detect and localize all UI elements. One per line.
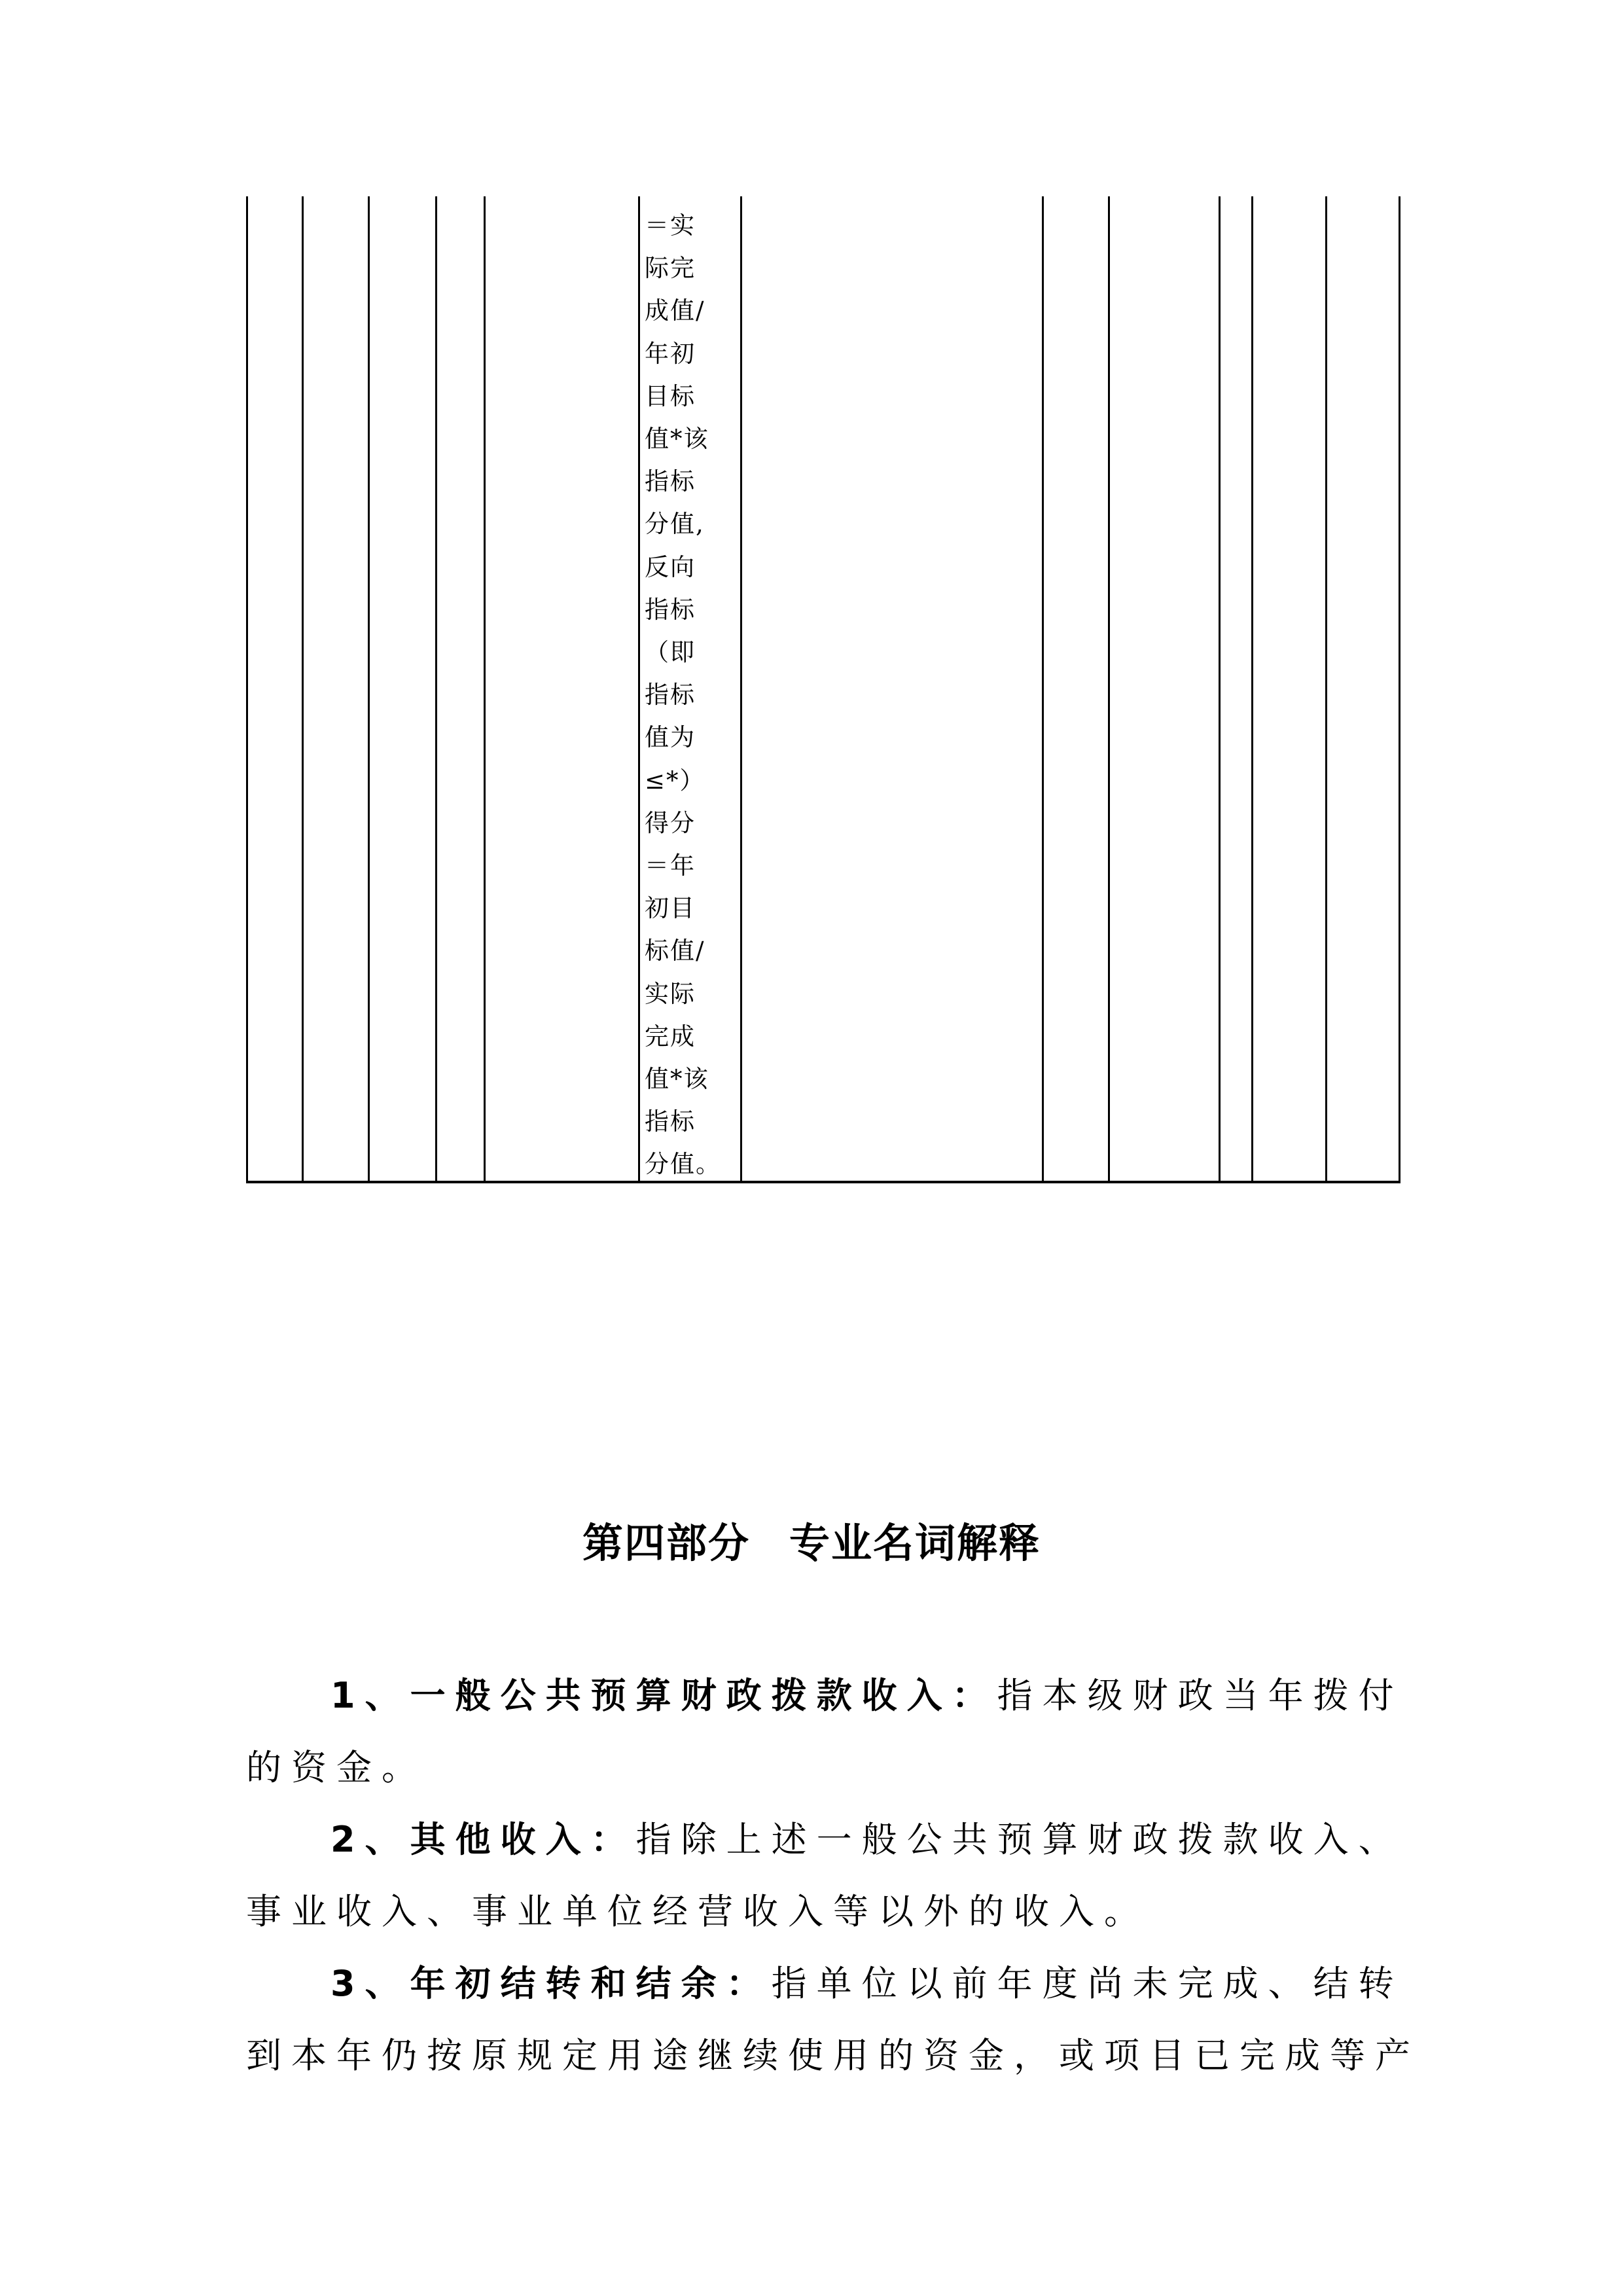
section-title-text: 专业名词解释: [789, 1519, 1041, 1567]
formula-line: 实际: [645, 979, 696, 1008]
term-3-line-1: [330, 1956, 1404, 2006]
table-column-border: [1108, 196, 1110, 1183]
formula-line: ＝实: [645, 211, 696, 240]
term-3-heading: 3、年初结转和结余：: [330, 1963, 772, 2004]
term-2-definition: 指除上述一般公共预算财政拨款收入、: [635, 1819, 1404, 1860]
formula-line: 指标: [645, 1107, 696, 1136]
formula-line: 值为: [645, 723, 696, 752]
formula-line: 年初: [645, 339, 696, 368]
term-1-definition-cont: 的资金。: [246, 1747, 427, 1788]
term-1-line-2: [246, 1740, 427, 1790]
formula-line: 目标: [645, 382, 696, 410]
formula-line: 值*该: [645, 1065, 709, 1094]
term-3-line-2: [246, 2028, 1420, 2078]
table-column-border: [1251, 196, 1253, 1183]
formula-line: 得分: [645, 808, 696, 837]
term-1-heading: 1、一般公共预算财政拨款收入：: [330, 1675, 997, 1716]
table-column-border: [302, 196, 304, 1183]
formula-line: 指标: [645, 595, 696, 624]
table-column-border: [638, 196, 640, 1183]
formula-line: 分值,: [645, 510, 705, 539]
formula-line: （即: [645, 638, 696, 667]
term-2-line-2: [246, 1884, 1149, 1934]
table-column-border: [484, 196, 486, 1183]
term-3-definition-cont: 到本年仍按原规定用途继续使用的资金，或项目已完成等产: [246, 2035, 1420, 2076]
formula-line: 指标: [645, 467, 696, 496]
formula-line: ≤*）: [645, 766, 705, 795]
term-2-heading: 2、其他收入：: [330, 1819, 636, 1860]
term-1-definition: 指本级财政当年拨付: [997, 1675, 1404, 1716]
table-column-border: [368, 196, 370, 1183]
scoring-formula-cell: [645, 204, 743, 1186]
formula-line: 初目: [645, 894, 696, 923]
term-1-line-1: [330, 1668, 1404, 1718]
term-2-line-1: [330, 1812, 1404, 1862]
formula-line: 分值。: [645, 1150, 721, 1179]
table-bottom-border: [246, 1181, 1400, 1183]
table-column-border: [1325, 196, 1327, 1183]
formula-line: 指标: [645, 681, 696, 709]
formula-line: 成值/: [645, 296, 705, 325]
formula-line: ＝年: [645, 852, 696, 880]
formula-line: 反向: [645, 552, 696, 581]
formula-line: 际完: [645, 254, 696, 283]
section-part-label: 第四部分: [582, 1519, 750, 1567]
section-heading: [0, 1511, 1623, 1569]
formula-line: 标值/: [645, 937, 705, 965]
table-column-border: [1399, 196, 1400, 1183]
term-3-definition: 指单位以前年度尚未完成、结转: [771, 1963, 1404, 2004]
formula-line: 值*该: [645, 425, 709, 454]
term-2-definition-cont: 事业收入、事业单位经营收入等以外的收入。: [246, 1891, 1149, 1932]
table-column-border: [1042, 196, 1044, 1183]
table-column-border: [246, 196, 248, 1183]
table-column-border: [435, 196, 437, 1183]
table-column-border: [1219, 196, 1221, 1183]
formula-line: 完成: [645, 1022, 696, 1050]
